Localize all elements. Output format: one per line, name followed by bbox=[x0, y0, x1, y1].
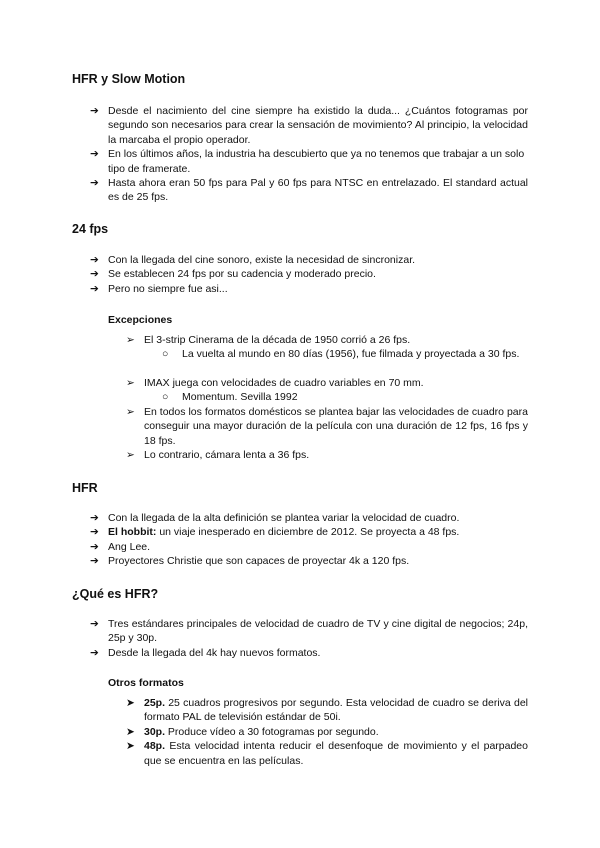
circle-bullet-icon: ○ bbox=[162, 348, 169, 360]
arrow-bullet-icon: ➔ bbox=[90, 512, 99, 524]
list-item: ➔ Desde la llegada del 4k hay nuevos formatos. bbox=[90, 646, 321, 659]
bullet-list bbox=[126, 405, 528, 463]
bullet-list bbox=[126, 333, 528, 347]
circle-bullet-icon: ○ bbox=[162, 391, 169, 403]
list-item: ➔ Con la llegada de la alta definición se plantea variar la velocidad de cuadro. bbox=[90, 512, 460, 524]
section-heading: 24 fps bbox=[72, 222, 109, 236]
chevron-bullet-icon: ➢ bbox=[126, 406, 135, 418]
arrow-bullet-icon: ➔ bbox=[90, 177, 99, 190]
arrow-bullet-icon: ➔ bbox=[90, 646, 99, 659]
list-item: ➤ 30p. Produce vídeo a 30 fotogramas por segundo. bbox=[126, 725, 379, 738]
sub-bullet-list bbox=[162, 347, 528, 361]
subsection-heading: Otros formatos bbox=[108, 677, 184, 689]
list-item: ➢ El 3-strip Cinerama de la década de 1950 corrió a 26 fps. bbox=[126, 334, 411, 346]
section-heading: HFR y Slow Motion bbox=[72, 72, 186, 86]
bold-chevron-bullet-icon: ➤ bbox=[126, 697, 135, 709]
list-item: ➔ Pero no siempre fue asi... bbox=[90, 282, 228, 295]
chevron-bullet-icon: ➢ bbox=[126, 377, 135, 389]
list-item: ➢ IMAX juega con velocidades de cuadro variables en 70 mm. bbox=[126, 377, 424, 389]
subsection-heading: Excepciones bbox=[108, 314, 173, 326]
bullet-list bbox=[90, 511, 528, 569]
arrow-bullet-icon: ➔ bbox=[90, 268, 99, 281]
sub-bullet-list bbox=[162, 390, 528, 404]
list-item: ➔ Proyectores Christie que son capaces de proyectar 4k a 120 fps. bbox=[90, 555, 410, 568]
list-item: ➔ Tres estándares principales de velocidad de cuadro de TV y cine digital de negocios; 24p, 25p y 30p. bbox=[90, 618, 528, 645]
arrow-bullet-icon: ➔ bbox=[90, 555, 99, 568]
list-item: ➔ Ang Lee. bbox=[90, 540, 151, 553]
list-item: ➔ En los últimos años, la industria ha descubierto que ya no tenemos que trabajar a un solo tipo de framerate. bbox=[90, 148, 525, 175]
arrow-bullet-icon: ➔ bbox=[90, 540, 99, 553]
bullet-list bbox=[90, 253, 528, 296]
list-item: ➤ 48p. Esta velocidad intenta reducir el desenfoque de movimiento y el parpadeo que se encuentra en las películas. bbox=[126, 740, 528, 767]
list-item: ➔ Se establecen 24 fps por su cadencia y moderado precio. bbox=[90, 268, 376, 281]
bullet-list bbox=[126, 696, 528, 768]
bold-chevron-bullet-icon: ➤ bbox=[126, 740, 135, 753]
list-item: ➔ Desde el nacimiento del cine siempre ha existido la duda... ¿Cuántos fotogramas por segundo son necesarios para crear la sensación de movimiento? Al principio, la velocidad la marcaba el propio operador. bbox=[90, 105, 528, 146]
list-item: ○ La vuelta al mundo en 80 días (1956), fue filmada y proyectada a 30 fps. bbox=[162, 348, 520, 360]
arrow-bullet-icon: ➔ bbox=[90, 148, 99, 161]
list-item: ➤ 25p. 25 cuadros progresivos por segundo. Esta velocidad de cuadro se deriva del formato PAL de televisión estándar de 50i. bbox=[126, 697, 528, 724]
bullet-list bbox=[90, 104, 528, 205]
list-item: ➔ Con la llegada del cine sonoro, existe la necesidad de sincronizar. bbox=[90, 254, 416, 266]
section-heading: ¿Qué es HFR? bbox=[72, 587, 159, 601]
list-item: ➢ En todos los formatos domésticos se plantea bajar las velocidades de cuadro para conseguir una mayor duración de la película con una duración de 12 fps, 16 fps y 18 fps. bbox=[126, 406, 528, 447]
arrow-bullet-icon: ➔ bbox=[90, 254, 99, 266]
bullet-list bbox=[126, 376, 528, 390]
bullet-list bbox=[90, 617, 528, 660]
list-item: ➔ Hasta ahora eran 50 fps para Pal y 60 fps para NTSC en entrelazado. El standard actual es de 25 fps. bbox=[90, 177, 528, 204]
chevron-bullet-icon: ➢ bbox=[126, 449, 135, 462]
arrow-bullet-icon: ➔ bbox=[90, 526, 99, 539]
list-item: ➔ El hobbit: un viaje inesperado en diciembre de 2012. Se proyecta a 48 fps. bbox=[90, 526, 460, 539]
list-item: ➢ Lo contrario, cámara lenta a 36 fps. bbox=[126, 449, 310, 462]
bold-chevron-bullet-icon: ➤ bbox=[126, 725, 135, 738]
chevron-bullet-icon: ➢ bbox=[126, 334, 135, 346]
arrow-bullet-icon: ➔ bbox=[90, 618, 99, 630]
arrow-bullet-icon: ➔ bbox=[90, 105, 99, 117]
section-heading: HFR bbox=[72, 481, 98, 495]
arrow-bullet-icon: ➔ bbox=[90, 282, 99, 295]
list-item: ○ Momentum. Sevilla 1992 bbox=[162, 391, 298, 403]
